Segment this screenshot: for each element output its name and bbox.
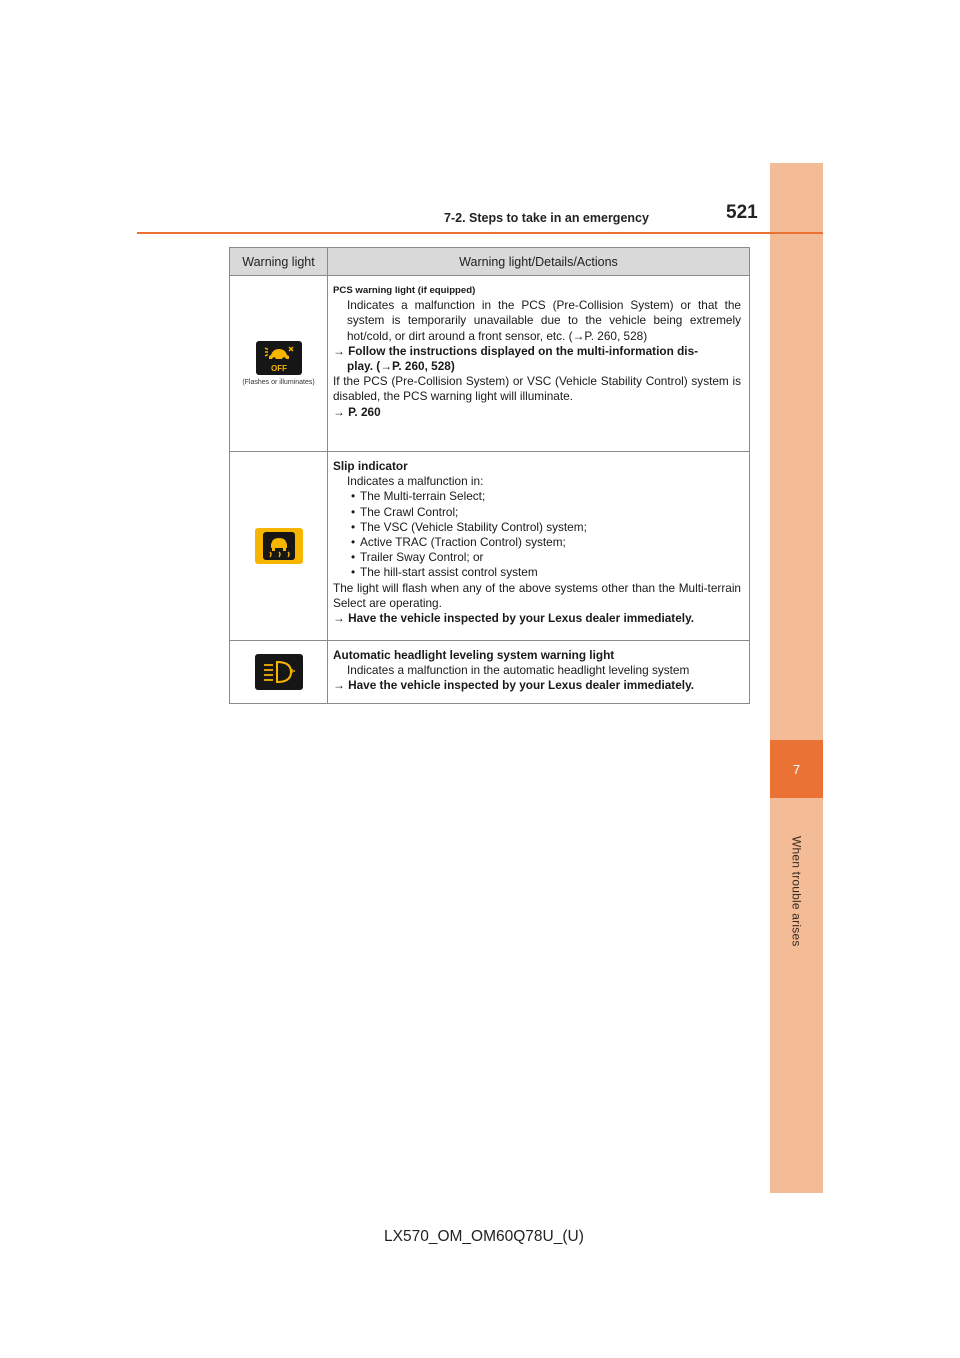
details-cell — [328, 276, 750, 452]
entry-note: If the PCS (Pre-Collision System) or VSC (Vehicle Stability Control) system is disabled, the PCS warning light will illuminate. — [333, 374, 741, 404]
system-list — [333, 489, 741, 580]
column-header-warning-light: Warning light — [230, 248, 328, 276]
entry-action: → Have the vehicle inspected by your Lexus dealer immediately. — [333, 678, 695, 693]
chapter-label-text: When trouble arises — [789, 835, 804, 947]
entry-title: Slip indicator — [333, 459, 408, 473]
svg-text:OFF: OFF — [270, 364, 287, 373]
chapter-number: 7 — [770, 740, 823, 798]
entry-title: PCS warning light (if equipped) — [333, 285, 476, 296]
entry-title: Automatic headlight leveling system warning light — [333, 648, 615, 662]
table-header-row — [230, 248, 750, 276]
pcs-off-warning-icon — [256, 341, 302, 375]
entry-description: Indicates a malfunction in the automatic headlight leveling system — [347, 663, 690, 678]
icon-caption: (Flashes or illuminates) — [242, 379, 315, 386]
entry-intro: Indicates a malfunction in: — [347, 474, 484, 489]
list-item: • The hill-start assist control system — [352, 565, 741, 580]
document-code: LX570_OM_OM60Q78U_(U) — [384, 1228, 584, 1245]
page-number: 521 — [726, 202, 758, 223]
icon-cell — [230, 452, 328, 641]
table-row — [230, 641, 750, 704]
warning-light-table — [229, 247, 750, 704]
table-row — [230, 452, 750, 641]
icon-cell — [230, 276, 328, 452]
entry-note: The light will flash when any of the above systems other than the Multi-terrain Select are operating. — [333, 580, 741, 610]
list-item: • The VSC (Vehicle Stability Control) system; — [352, 520, 741, 535]
details-cell — [328, 452, 750, 641]
section-title: 7-2. Steps to take in an emergency — [444, 211, 649, 225]
entry-action: → Have the vehicle inspected by your Lexus dealer immediately. — [333, 611, 695, 626]
slip-indicator-icon — [255, 528, 303, 564]
entry-action-ref: → P. 260 — [333, 404, 381, 419]
headlight-leveling-icon — [255, 654, 303, 690]
details-cell — [328, 641, 750, 704]
list-item: • Active TRAC (Traction Control) system; — [352, 535, 741, 550]
entry-description: Indicates a malfunction in the PCS (Pre-Collision System) or that the system is temporarily unavailable due to the vehicle being extremely hot/cold, or dirt around a front sensor, etc. (→P. 260, 528) — [347, 298, 741, 343]
list-item: • The Crawl Control; — [352, 505, 741, 520]
entry-action: → Follow the instructions displayed on the multi-information dis- — [333, 343, 699, 358]
chapter-side-tab — [770, 163, 823, 1193]
entry-action-continued: play. (→P. 260, 528) — [347, 359, 455, 374]
chapter-label — [770, 806, 823, 976]
column-header-details: Warning light/Details/Actions — [328, 248, 750, 276]
table-row — [230, 276, 750, 452]
header-rule — [137, 232, 823, 234]
list-item: • Trailer Sway Control; or — [352, 550, 741, 565]
list-item: • The Multi-terrain Select; — [352, 489, 741, 504]
icon-cell — [230, 641, 328, 704]
